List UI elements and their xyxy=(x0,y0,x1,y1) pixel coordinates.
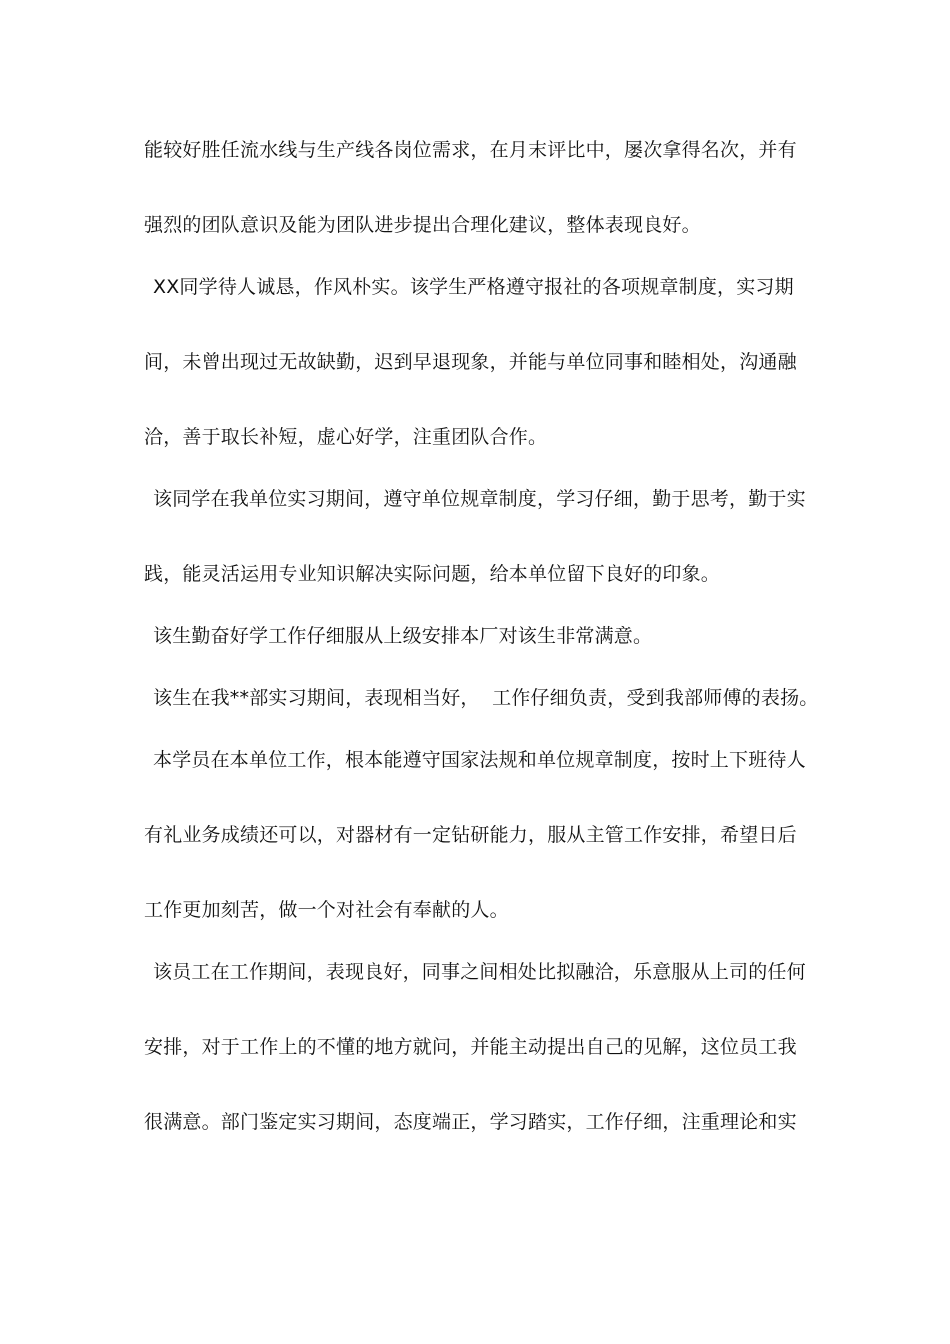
text-line: 洽，善于取长补短，虚心好学，注重团队合作。 xyxy=(144,426,548,448)
text-line: 践，能灵活运用专业知识解决实际问题，给本单位留下良好的印象。 xyxy=(144,563,721,585)
paragraph-start-line: 该生勤奋好学工作仔细服从上级安排本厂对该生非常满意。 xyxy=(153,625,653,647)
paragraph-start-line: XX同学待人诚恳，作风朴实。该学生严格遵守报社的各项规章制度，实习期 xyxy=(153,276,794,298)
text-line: 强烈的团队意识及能为团队进步提出合理化建议，整体表现良好。 xyxy=(144,214,701,236)
text-line: 工作更加刻苦，做一个对社会有奉献的人。 xyxy=(144,899,509,921)
paragraph-start-line: 该同学在我单位实习期间，遵守单位规章制度，学习仔细，勤于思考，勤于实 xyxy=(153,488,806,510)
text-line: 间，未曾出现过无故缺勤，迟到早退现象，并能与单位同事和睦相处，沟通融 xyxy=(144,351,797,373)
text-line: 很满意。部门鉴定实习期间，态度端正，学习踏实，工作仔细，注重理论和实 xyxy=(144,1111,797,1133)
paragraph-start-line: 该员工在工作期间，表现良好，同事之间相处比拟融洽，乐意服从上司的任何 xyxy=(153,961,806,983)
paragraph-start-line: 本学员在本单位工作，根本能遵守国家法规和单位规章制度，按时上下班待人 xyxy=(153,749,806,771)
text-line: 有礼业务成绩还可以，对器材有一定钻研能力，服从主管工作安排，希望日后 xyxy=(144,824,797,846)
paragraph-start-line: 该生在我**部实习期间，表现相当好， 工作仔细负责，受到我部师傅的表扬。 xyxy=(153,687,819,709)
text-line: 能较好胜任流水线与生产线各岗位需求，在月末评比中，屡次拿得名次，并有 xyxy=(144,139,797,161)
text-line: 安排，对于工作上的不懂的地方就问，并能主动提出自己的见解，这位员工我 xyxy=(144,1036,797,1058)
